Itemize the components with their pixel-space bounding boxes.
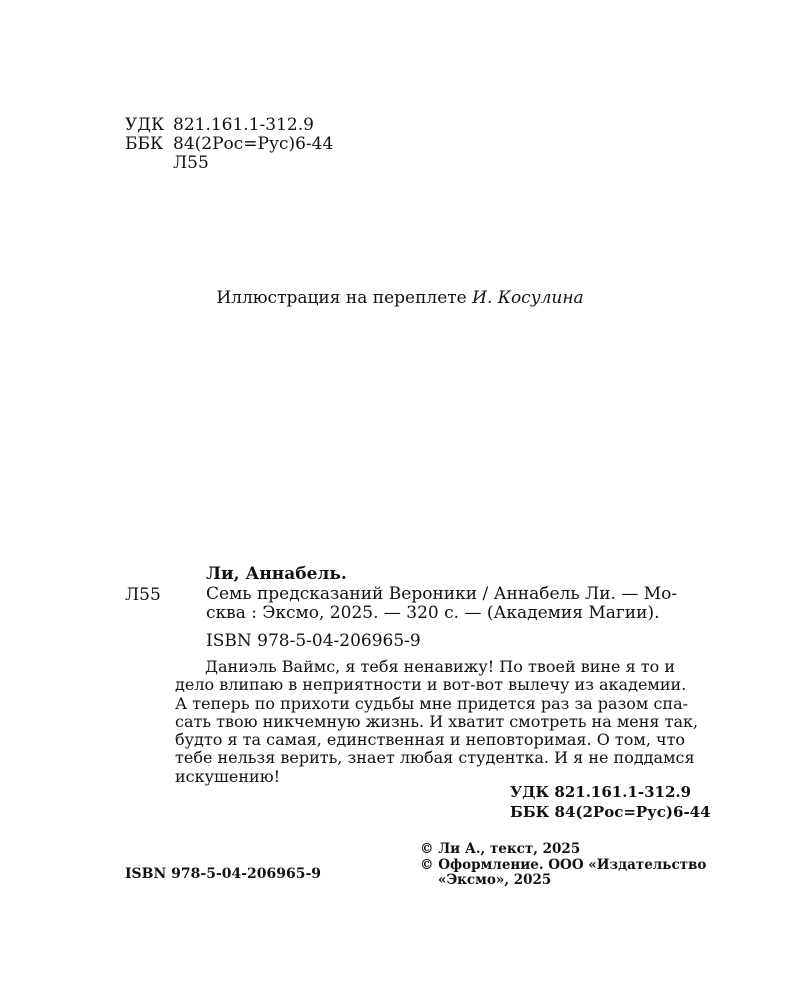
bbk-label: ББК [125, 134, 164, 154]
bottom-udk: УДК 821.161.1-312.9 [510, 783, 692, 801]
record-code: Л55 [125, 585, 161, 605]
copyright-design: © Оформление. ООО «Издательство [420, 856, 707, 873]
copyright-text: © Ли А., текст, 2025 [420, 841, 581, 857]
annotation-line: дело влипаю в неприятности и вот-вот вылечу из академии. [175, 675, 687, 695]
udk-value: 821.161.1-312.9 [173, 115, 314, 135]
record-isbn: ISBN 978-5-04-206965-9 [206, 631, 421, 651]
isbn-bottom: ISBN 978-5-04-206965-9 [125, 866, 322, 882]
description-line: сква : Эксмо, 2025. — 320 с. — (Академия Магии). [206, 603, 660, 623]
classification-codes-bottom [510, 782, 711, 822]
copyright-block [420, 842, 720, 889]
annotation-line: будто я та самая, единственная и неповторимая. О том, что [175, 730, 686, 750]
annotation-line: А теперь по прихоти судьбы мне придется раз за разом спа- [175, 693, 689, 713]
illustration-artist: И. Косулина [472, 288, 584, 308]
bottom-bbk: ББК 84(2Рос=Рус)6-44 [510, 803, 711, 821]
author-code-row [125, 154, 333, 173]
annotation-line: Даниэль Ваймс, я тебя ненавижу! По твоей вине я то и [205, 657, 675, 676]
udk-row [125, 116, 333, 135]
annotation-line: тебе нельзя верить, знает любая студентка. И я не поддамся [175, 748, 695, 768]
illustration-credit [0, 288, 800, 308]
author-code: Л55 [173, 153, 209, 173]
description-line: Семь предсказаний Вероники / Аннабель Ли. — Мо- [206, 584, 678, 604]
record-author: Ли, Аннабель. [206, 564, 347, 584]
udk-label: УДК [125, 115, 165, 135]
illustration-text: Иллюстрация на переплете [216, 288, 467, 308]
bbk-value: 84(2Рос=Рус)6-44 [173, 134, 334, 154]
annotation [175, 658, 715, 786]
record-description [206, 585, 714, 623]
annotation-line: искушению! [175, 766, 281, 786]
annotation-line: сать твою никчемную жизнь. И хватит смотреть на меня так, [175, 711, 699, 731]
classification-codes-top [125, 116, 333, 173]
bbk-row [125, 135, 333, 154]
copyright-publisher: «Эксмо», 2025 [438, 872, 552, 888]
